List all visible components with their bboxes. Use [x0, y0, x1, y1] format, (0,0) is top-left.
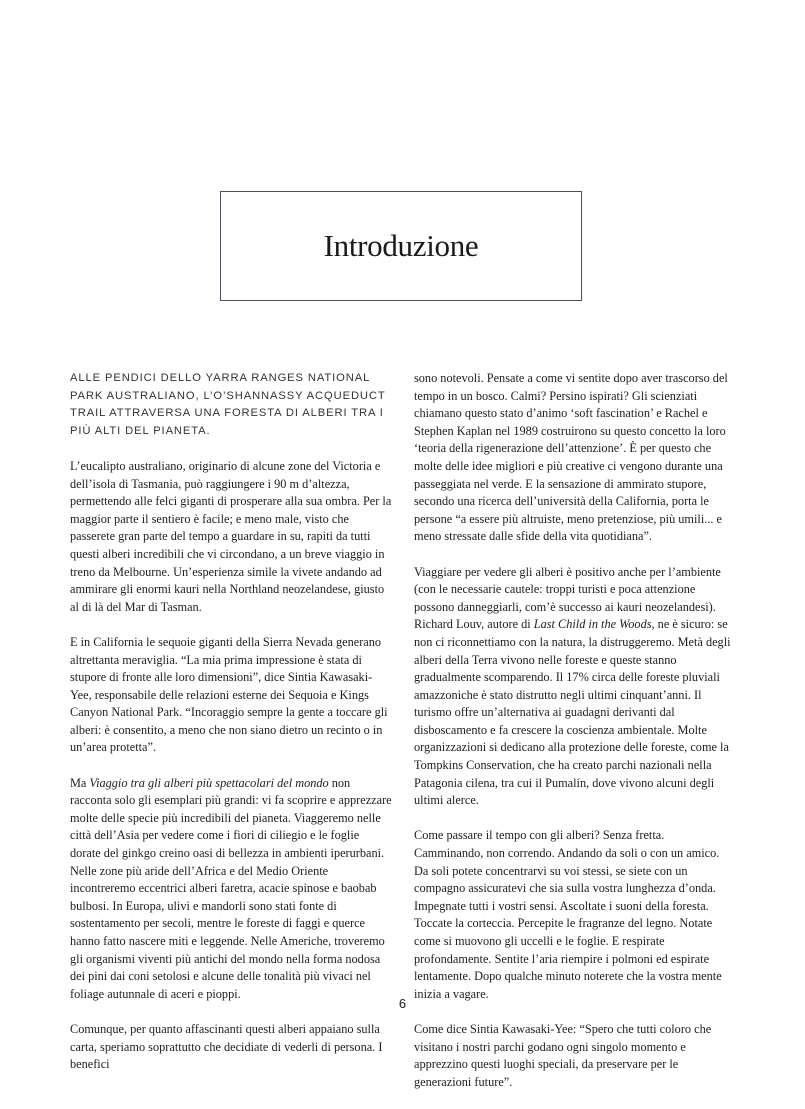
body-paragraph [414, 564, 736, 810]
body-paragraph: L’eucalipto australiano, originario di alcune zone del Victoria e dell’isola di Tasmania, può raggiungere i 90 m d’altezza, permettendo alle felci giganti di prosperare alla sua ombra. Per la maggior parte il sentiero è facile; e meno male, visto che passerete gran parte del tempo a guardare in su, rapiti da tutti questi alberi incredibili che vi circondano, a un breve viaggio in treno da Melbourne. Un’esperienza simile la vivete andando ad ammirare gli enormi kauri nella Northland neozelandese, giusto al di là del Mar di Tasman. [70, 458, 392, 614]
body-paragraph: Come passare il tempo con gli alberi? Senza fretta. Camminando, non correndo. Andando da soli o con un amico. Da soli potete concentrarvi su voi stessi, se siete con un compagno assicuratevi che sia sulla vostra lunghezza d’onda. Impegnate tutti i vostri sensi. Ascoltate i suoni della foresta. Toccate la corteccia. Percepite le fragranze del legno. Notate come si muovono gli uccelli e le foglie. E respirate profondamente. Sentite l’aria riempire i polmoni ed espirate lentamente. Dopo qualche minuto noterete che la vostra mente inizia a vagare. [414, 828, 722, 1001]
text-run: non racconta solo gli esemplari più grandi: vi fa scoprire e apprezzare molte delle specie più incredibili del pianeta. Viaggeremo nelle città dell’Asia per vedere come i fiori di ciliegio e le foglie dorate del ginkgo creino oasi di bellezza in ambienti iperurbani. Nelle zone più aride dell’Africa e del Medio Oriente incontreremo eccentrici alberi faretra, acacie spinose e baobab bulbosi. In Europa, ulivi e mandorli sono stati fonte di sostentamento per secoli, mentre le foreste di faggi e querce hanno fatto nascere miti e leggende. Nelle Americhe, troveremo gli organismi viventi più antichi del mondo nella forma nodosa dei pini dai coni setolosi e alcune delle tonalità più vivaci nel foliage autunnale di aceri e pioppi. [70, 775, 392, 1001]
body-paragraph: Come dice Sintia Kawasaki-Yee: “Spero che tutti coloro che visitano i nostri parchi godano ogni singolo momento e apprezzino questi luoghi speciali, da preservare per le generazioni future”. [414, 1021, 712, 1089]
text-run: Ma [70, 775, 90, 790]
book-title: Last Child in the Woods [533, 617, 652, 632]
body-paragraph [70, 775, 392, 1004]
left-column [70, 370, 392, 1091]
body-paragraph: sono notevoli. Pensate a come vi sentite dopo aver trascorso del tempo in un bosco. Calmi? Persino ispirati? Gli scienziati chiamano questo stato d’animo ‘soft fascination’ e Rachel e Stephen Kaplan nel 1989 costruirono su questo concetto la loro ‘teoria della rigenerazione dell’attenzione’. È per questo che molte delle idee migliori e più creative ci vengono durante una passeggiata nel verde. E la sensazione di ammirato stupore, secondo una ricerca dell’università della California, porta le persone “a essere più altruiste, meno pretenziose, più umili... e meno stressate dalle sfide della vita quotidiana”. [414, 371, 728, 544]
page-number: 6 [398, 996, 407, 1011]
title-frame [220, 191, 582, 301]
lead-paragraph: ALLE PENDICI DELLO YARRA RANGES NATIONAL PARK AUSTRALIANO, L’O’SHANNASSY ACQUEDUCT TRAIL ATTRAVERSA UNA FORESTA DI ALBERI TRA I PIÙ ALTI DEL PIANETA. [70, 372, 386, 437]
book-title: Viaggio tra gli alberi più spettacolari del mondo [89, 775, 329, 790]
text-run: Viaggiare per vedere gli alberi è positivo anche per l’ambiente (con le necessarie cautele: troppi turisti e poca attenzione possono danneggiarli, com’è successo ai kauri neozelandesi). Richard Louv, autore di [414, 564, 721, 632]
body-paragraph: Comunque, per quanto affascinanti questi alberi appaiano sulla carta, speriamo soprattutto che decidiate di vederli di persona. I benefici [70, 1021, 383, 1072]
body-paragraph: E in California le sequoie giganti della Sierra Nevada generano altrettanta meraviglia. “La mia prima impressione è stata di stupore di fronte alle loro dimensioni”, dice Sintia Kawasaki-Yee, responsabile delle relazioni esterne dei Sequoia e Kings Canyon National Park. “Incoraggio sempre la gente a toccare gli alberi: è consentito, a meno che non siano dietro un recinto o in un’area protetta”. [70, 634, 388, 755]
page-title: Introduzione [323, 228, 479, 263]
text-run: , ne è sicuro: se non ci riconnettiamo con la natura, la distruggeremo. Metà degli alberi della Terra vivono nelle foreste e queste stanno gradualmente scomparendo. Il 17% circa delle foreste pluviali amazzoniche è stato distrutto negli ultimi cinquant’anni. Il turismo offre un’alternativa ai guadagni derivanti dal disboscamento e fa crescere la coscienza ambientale. Molte organizzazioni si dedicano alla protezione delle foreste, come la Tompkins Conservation, che ha creato parchi nazionali nella Patagonia cilena, tra cui il Pumalín, dove vivono alcuni degli ultimi alerce. [414, 617, 731, 808]
